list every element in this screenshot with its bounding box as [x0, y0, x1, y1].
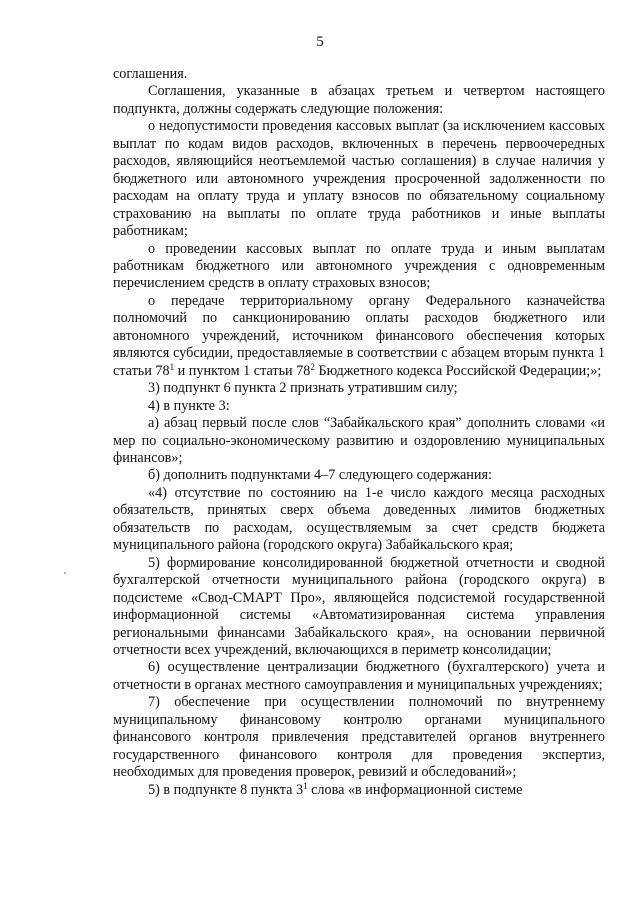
paragraph-agreements-provisions: Соглашения, указанные в абзацах третьем и четвертом настоящего подпункта, должны содержать следующие положения:: [113, 83, 605, 117]
paragraph-item-4b: б) дополнить подпунктами 4–7 следующего содержания:: [148, 467, 492, 484]
paragraph-subitem-7: 7) обеспечение при осуществлении полномочий по внутреннему муниципальному финансовому контролю органами муниципального финансового контроля привлечения представителей органов внутреннего государственного финансового контроля для проведения экспертиз, необходимых для проведения проверок, ревизий и обследований»;: [113, 694, 605, 781]
paragraph-item-5: 5) в подпункте 8 пункта $3^1$ слова «в информационной системе: [148, 780, 523, 798]
paragraph-cash-payments-prohibition: о недопустимости проведения кассовых выплат (за исключением кассовых выплат по кодам видов расходов, включенных в перечень первоочередных расходов, являющийся неотъемлемой частью соглашения) в случае наличия у бюджетного или автономного учреждения просроченной задолженности по расходам на оплату труда и уплату взносов по обязательному социальному страхованию на выплаты по оплате труда работников и иные выплаты работникам;: [113, 118, 605, 240]
paragraph-agreement-end: соглашения.: [113, 66, 188, 82]
paragraph-treasury-powers: о передаче территориальному органу Федерального казначейства полномочий по санкционированию оплаты расходов бюджетного или автономного учреждений, источником финансового обеспечения которых являются субсидии, предоставляемые в соответствии с абзацем вторым пункта 1 статьи $78^1$ и пунктом 1 статьи $78^2$ Бюджетного кодекса Российской Федерации;»;: [113, 292, 605, 379]
paragraph-item-4a: а) абзац первый после слов “Забайкальского края” дополнить словами «и мер по социально-экономическому развитию и оздоровлению муниципальных финансов»;: [113, 415, 605, 466]
paragraph-subitem-4: «4) отсутствие по состоянию на 1-е число каждого месяца расходных обязательств, принятых сверх объема доведенных лимитов бюджетных обязательств по расходам, осуществляемым за счет средств бюджета муниципального района (городского округа) Забайкальского края;: [113, 484, 605, 554]
paragraph-salary-payments: о проведении кассовых выплат по оплате труда и иным выплатам работникам бюджетного или автономного учреждения с одновременным перечислением средств в оплату страховых взносов;: [113, 240, 605, 292]
superscript: 1: [169, 361, 175, 372]
superscript: 1: [303, 780, 308, 791]
paragraph-item-4: 4) в пункте 3:: [148, 397, 230, 414]
scan-speck: [64, 572, 66, 574]
page-number: 5: [316, 34, 324, 50]
paragraph-item-3: 3) подпункт 6 пункта 2 признать утратившим силу;: [148, 380, 458, 397]
document-body: [113, 66, 605, 799]
superscript: 2: [310, 361, 315, 372]
paragraph-subitem-6: 6) осуществление централизации бюджетного (бухгалтерского) учета и отчетности в органах местного самоуправления и муниципальных учреждениях;: [113, 659, 605, 693]
paragraph-subitem-5: 5) формирование консолидированной бюджетной отчетности и сводной бухгалтерской отчетности муниципального района (городского округа) в подсистеме «Свод-СМАРТ Про», являющейся подсистемой государственной информационной системы «Автоматизированная система управления региональными финансами Забайкальского края», на основании первичной отчетности всех учреждений, включающихся в периметр консолидации;: [113, 554, 605, 658]
